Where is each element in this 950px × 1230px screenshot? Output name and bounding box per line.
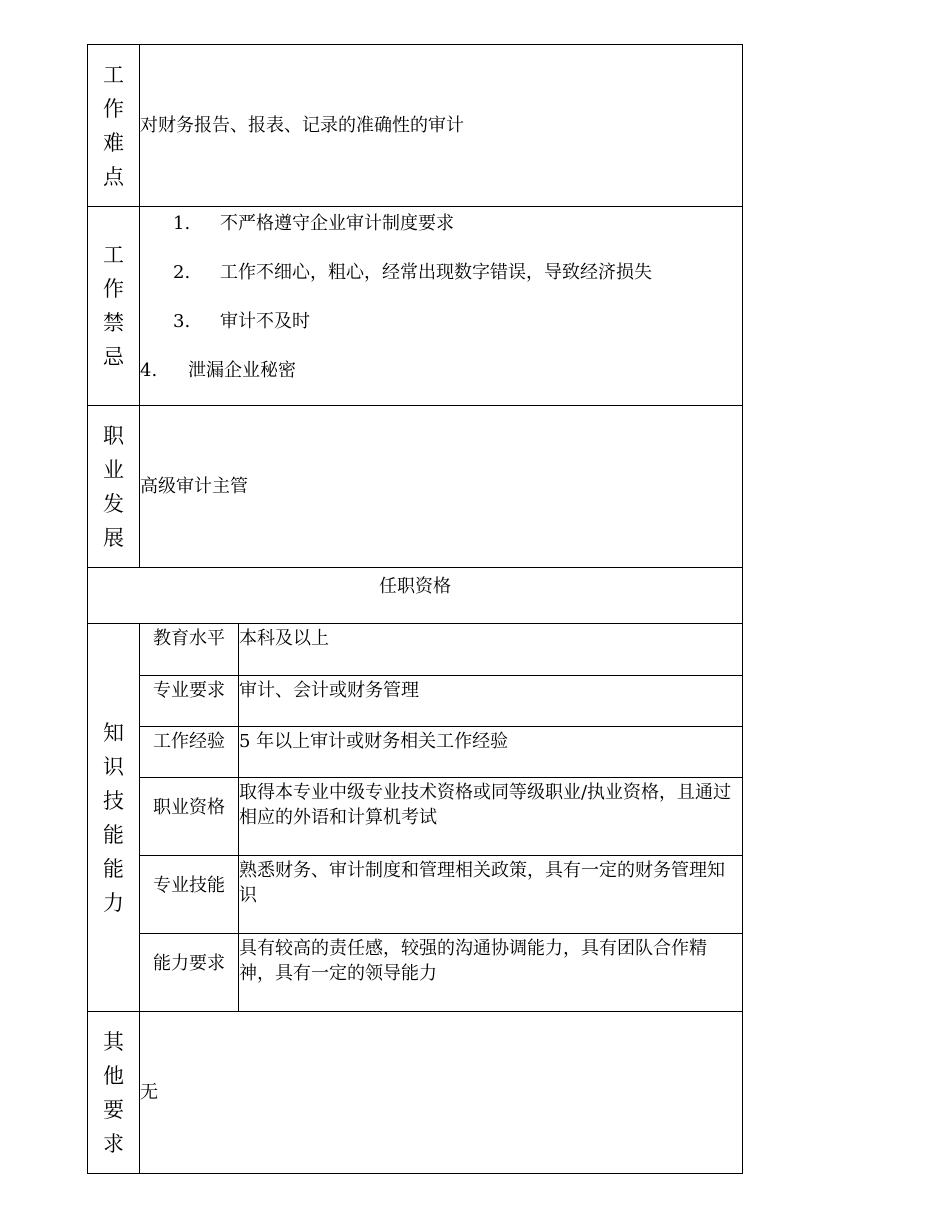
ability-value: 具有较高的责任感，较强的沟通协调能力，具有团队合作精神，具有一定的领导能力 <box>239 933 743 1011</box>
table-row <box>140 675 742 726</box>
table-row <box>140 726 742 777</box>
other-label: 其 他 要 求 <box>103 1029 124 1156</box>
prohibitions-row <box>88 207 743 406</box>
prohibitions-list <box>140 207 742 405</box>
list-text: 审计不及时 <box>220 311 310 332</box>
skills-content <box>140 624 743 1012</box>
professional-skills-value: 熟悉财务、审计制度和管理相关政策，具有一定的财务管理知识 <box>239 855 743 933</box>
list-number: 2. <box>173 262 191 283</box>
difficulty-label: 工 作 难 点 <box>103 62 124 189</box>
experience-label: 工作经验 <box>140 726 239 777</box>
ability-label: 能力要求 <box>140 933 239 1011</box>
difficulty-label-cell <box>88 45 140 207</box>
skills-label-cell <box>88 624 140 1012</box>
list-number: 3. <box>173 311 191 332</box>
list-item <box>140 258 742 307</box>
skills-row <box>88 624 743 1012</box>
education-label: 教育水平 <box>140 624 239 675</box>
table-row <box>140 855 742 933</box>
other-label-cell <box>88 1012 140 1174</box>
difficulty-content: 对财务报告、报表、记录的准确性的审计 <box>140 45 743 207</box>
career-label-cell <box>88 406 140 568</box>
list-text: 泄漏企业秘密 <box>188 360 296 381</box>
major-label: 专业要求 <box>140 675 239 726</box>
professional-skills-label: 专业技能 <box>140 855 239 933</box>
career-content: 高级审计主管 <box>140 406 743 568</box>
skills-table <box>140 624 742 1011</box>
list-text: 工作不细心，粗心，经常出现数字错误，导致经济损失 <box>220 262 652 283</box>
table-row <box>140 933 742 1011</box>
qualifications-title: 任职资格 <box>88 568 743 624</box>
prohibitions-content <box>140 207 743 406</box>
job-description-table <box>87 44 743 1174</box>
list-number: 4. <box>140 360 158 381</box>
major-value: 审计、会计或财务管理 <box>239 675 743 726</box>
other-row <box>88 1012 743 1174</box>
qualifications-title-row <box>88 568 743 624</box>
certification-label: 职业资格 <box>140 777 239 855</box>
difficulty-row <box>88 45 743 207</box>
other-content: 无 <box>140 1012 743 1174</box>
list-number: 1. <box>173 213 191 234</box>
career-label: 职 业 发 展 <box>103 423 124 550</box>
table-row <box>140 624 742 675</box>
education-value: 本科及以上 <box>239 624 743 675</box>
list-item <box>140 307 742 356</box>
list-item <box>140 209 742 258</box>
table-row <box>140 777 742 855</box>
experience-value: 5 年以上审计或财务相关工作经验 <box>239 726 743 777</box>
career-row <box>88 406 743 568</box>
list-text: 不严格遵守企业审计制度要求 <box>220 213 454 234</box>
prohibitions-label: 工 作 禁 忌 <box>103 243 124 369</box>
prohibitions-label-cell <box>88 207 140 406</box>
skills-label: 知 识 技 能 能 力 <box>103 720 124 915</box>
certification-value: 取得本专业中级专业技术资格或同等级职业/执业资格，且通过相应的外语和计算机考试 <box>239 777 743 855</box>
list-item <box>140 356 742 405</box>
